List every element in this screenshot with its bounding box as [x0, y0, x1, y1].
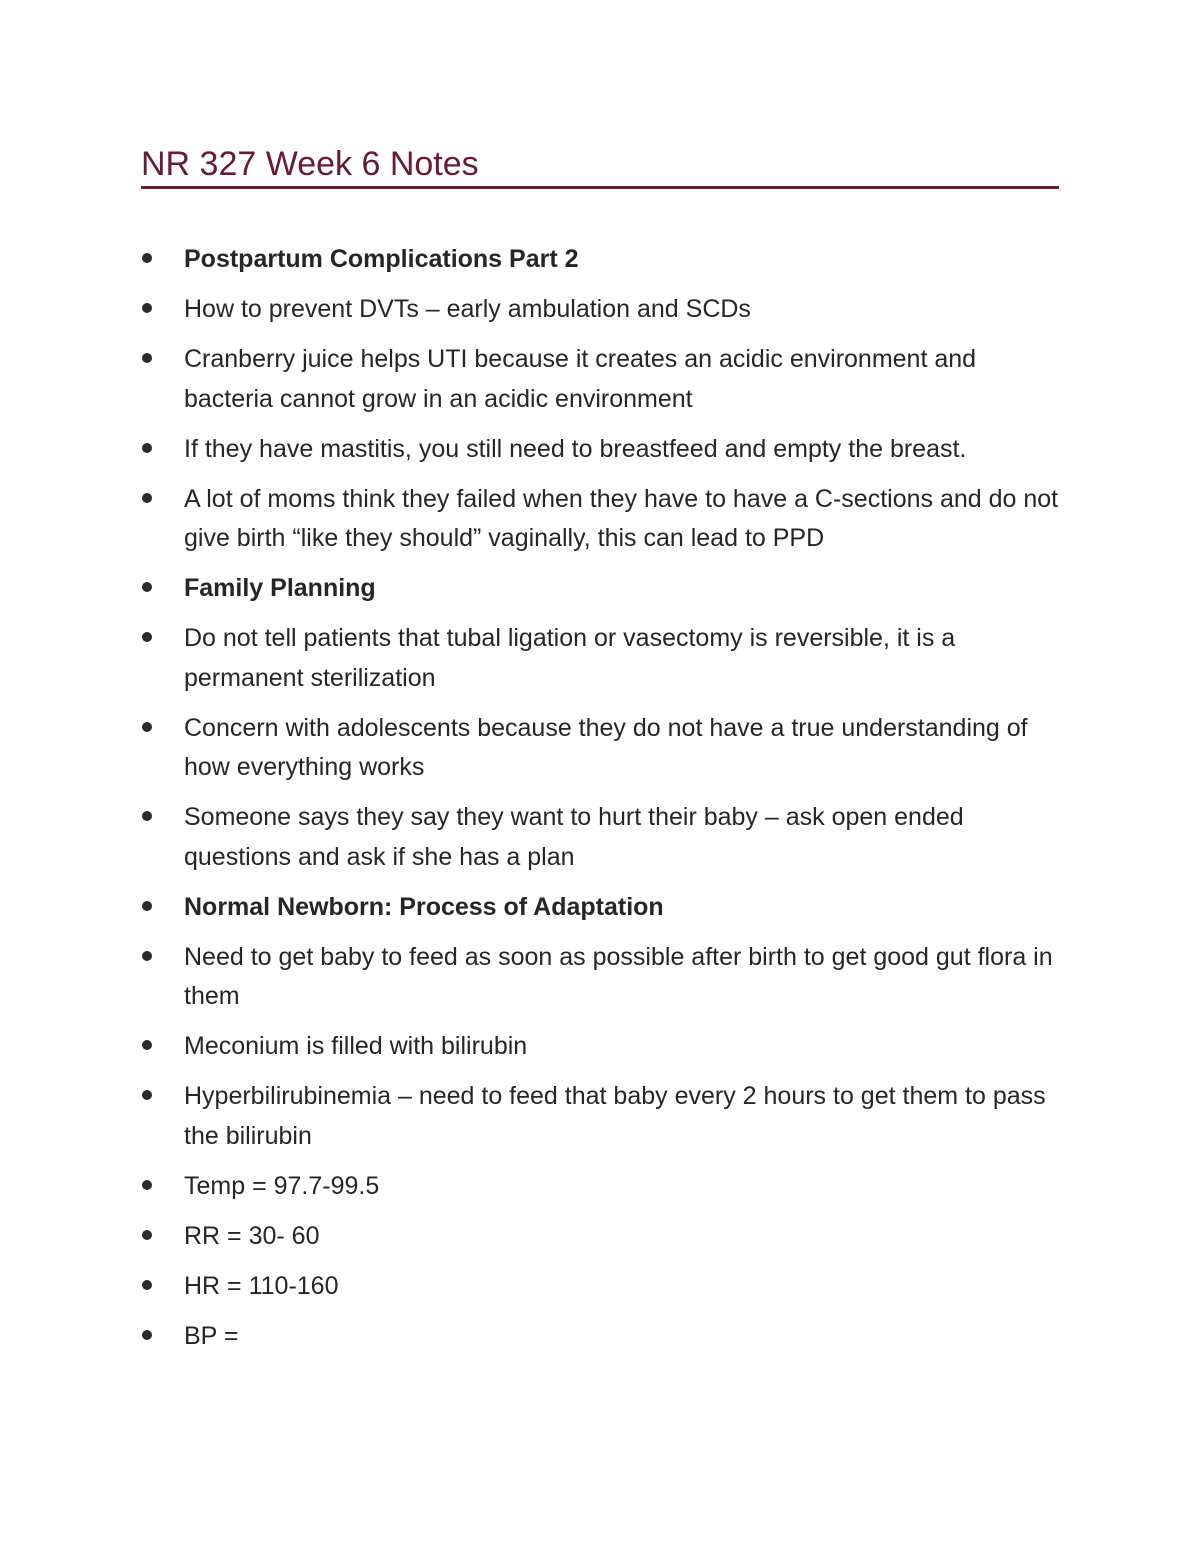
bullet-icon	[142, 1330, 152, 1340]
list-item	[141, 569, 1059, 609]
list-item	[141, 480, 1059, 559]
list-item-text: Meconium is filled with bilirubin	[184, 1032, 528, 1060]
list-item	[141, 619, 1059, 698]
list-item	[141, 290, 1059, 330]
list-item-text: A lot of moms think they failed when they have to have a C-sections and do not give birth “like they should” vaginally, this can lead to PPD	[184, 484, 1059, 552]
list-item	[141, 888, 1059, 928]
list-item-text: BP =	[184, 1321, 239, 1350]
list-item	[141, 1267, 1059, 1307]
list-item-text: Need to get baby to feed as soon as possible after birth to get good gut flora in them	[184, 942, 1053, 1010]
bullet-icon	[142, 1230, 152, 1240]
list-item-text: RR = 30- 60	[184, 1221, 320, 1250]
bullet-icon	[142, 722, 152, 732]
bullet-icon	[142, 1040, 152, 1050]
title-underline	[141, 186, 1059, 189]
bullet-icon	[142, 303, 152, 313]
bullet-icon	[142, 493, 152, 503]
bullet-icon	[142, 353, 152, 363]
list-item	[141, 430, 1059, 470]
list-item	[141, 240, 1059, 280]
list-item	[141, 1027, 1059, 1067]
list-item	[141, 938, 1059, 1017]
list-item	[141, 798, 1059, 877]
list-item	[141, 1217, 1059, 1257]
page-title: NR 327 Week 6 Notes	[141, 144, 479, 183]
list-item-text: Normal Newborn: Process of Adaptation	[184, 892, 664, 921]
list-item-text: Cranberry juice helps UTI because it creates an acidic environment and bacteria cannot grow in an acidic environment	[184, 345, 977, 413]
list-item-text: HR = 110-160	[184, 1271, 339, 1300]
bullet-icon	[142, 632, 152, 642]
list-item	[141, 1317, 1059, 1357]
list-item	[141, 1167, 1059, 1207]
list-item-text: If they have mastitis, you still need to breastfeed and empty the breast.	[184, 434, 967, 463]
list-item-text: Family Planning	[184, 574, 376, 602]
list-item-text: Do not tell patients that tubal ligation or vasectomy is reversible, it is a permanent sterilization	[184, 624, 956, 692]
list-item	[141, 709, 1059, 788]
list-item-text: Someone says they say they want to hurt their baby – ask open ended questions and ask if she has a plan	[184, 803, 964, 871]
list-item-text: Postpartum Complications Part 2	[184, 245, 579, 273]
bullet-icon	[142, 1090, 152, 1100]
bullet-icon	[142, 443, 152, 453]
list-item-text: Hyperbilirubinemia – need to feed that baby every 2 hours to get them to pass the bilirubin	[184, 1082, 1046, 1150]
bullet-icon	[142, 1280, 152, 1290]
bullet-icon	[142, 253, 152, 263]
list-item	[141, 1077, 1059, 1156]
bullet-icon	[142, 582, 152, 592]
bullet-icon	[142, 811, 152, 821]
bullet-icon	[142, 1180, 152, 1190]
list-item-text: How to prevent DVTs – early ambulation and SCDs	[184, 295, 751, 323]
notes-list	[141, 240, 1059, 1367]
bullet-icon	[142, 901, 152, 911]
list-item-text: Temp = 97.7-99.5	[184, 1171, 380, 1200]
list-item-text: Concern with adolescents because they do not have a true understanding of how everything works	[184, 713, 1028, 781]
bullet-icon	[142, 951, 152, 961]
list-item	[141, 340, 1059, 419]
